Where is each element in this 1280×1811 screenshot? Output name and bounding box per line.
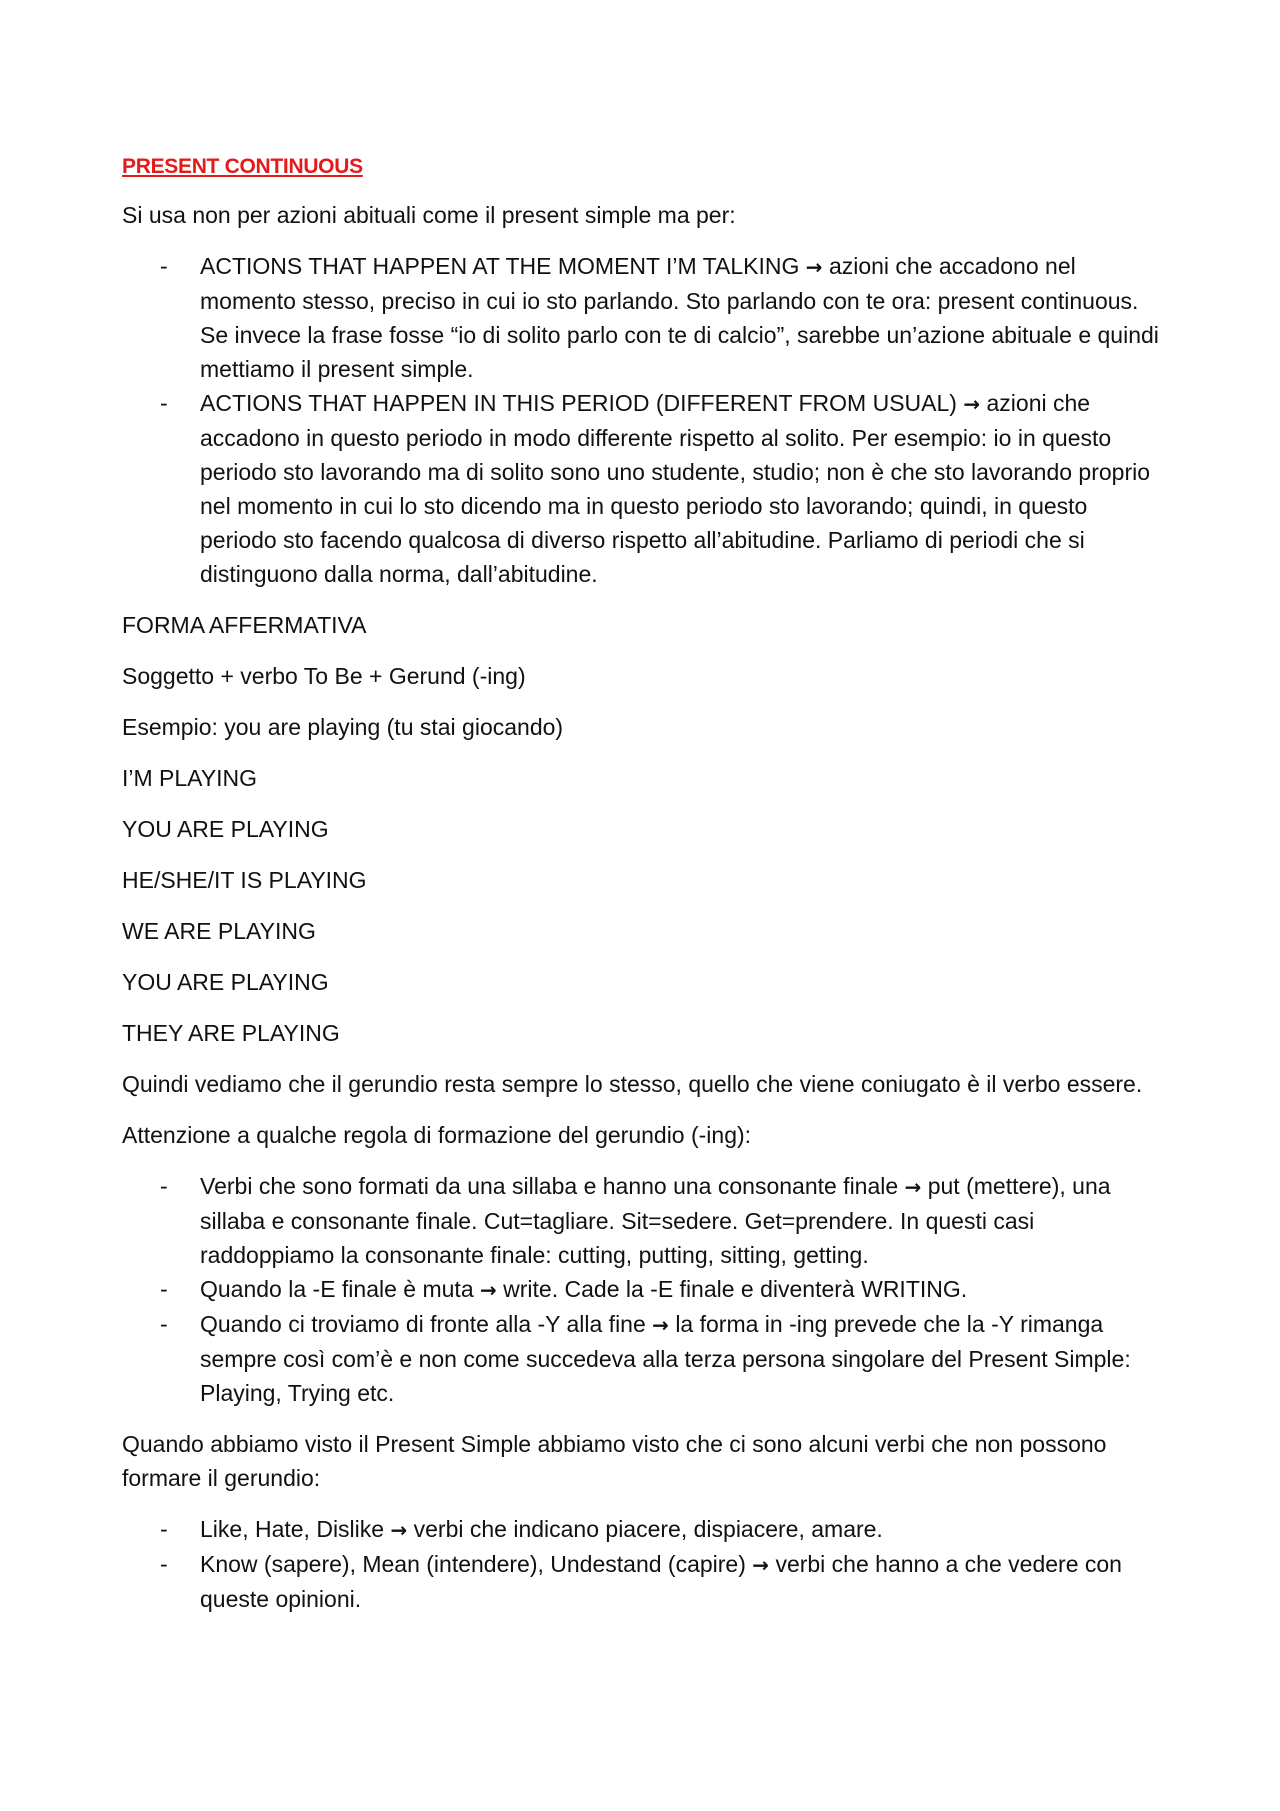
stative-item <box>122 1512 1162 1547</box>
example-line: Esempio: you are playing (tu stai giocando) <box>122 714 564 740</box>
formula-line: Soggetto + verbo To Be + Gerund (-ing) <box>122 663 526 689</box>
stative-list <box>122 1512 1162 1616</box>
arrow-right-icon: → <box>904 1175 922 1199</box>
rule-item-head: Quando ci troviamo di fronte alla -Y alla fine <box>200 1311 646 1337</box>
uses-list <box>122 249 1162 591</box>
document-page <box>122 150 1162 1633</box>
stative-item-head: Like, Hate, Dislike <box>200 1516 385 1542</box>
arrow-right-icon: → <box>390 1518 408 1542</box>
list-dash: - <box>160 1551 168 1577</box>
arrow-right-icon: → <box>805 255 823 279</box>
gerund-note: Quindi vediamo che il gerundio resta sempre lo stesso, quello che viene coniugato è il verbo essere. <box>122 1071 1143 1097</box>
rule-item <box>122 1307 1162 1410</box>
stative-item-head: Know (sapere), Mean (intendere), Undestand (capire) <box>200 1551 746 1577</box>
conjugation-line: THEY ARE PLAYING <box>122 1020 340 1046</box>
use-item-period <box>122 386 1162 591</box>
intro-paragraph: Si usa non per azioni abituali come il present simple ma per: <box>122 202 736 228</box>
affirmative-heading: FORMA AFFERMATIVA <box>122 612 367 638</box>
list-dash: - <box>160 253 168 279</box>
stative-item-tail: verbi che hanno a che vedere con queste opinioni. <box>200 1551 1122 1612</box>
list-dash: - <box>160 1173 168 1199</box>
arrow-right-icon: → <box>963 392 981 416</box>
use-item-moment <box>122 249 1162 386</box>
list-dash: - <box>160 390 168 416</box>
conjugation-line: YOU ARE PLAYING <box>122 816 329 842</box>
conjugation-line: HE/SHE/IT IS PLAYING <box>122 867 367 893</box>
conjugation-line: YOU ARE PLAYING <box>122 969 329 995</box>
rule-item-tail: put (mettere), una sillaba e consonante finale. Cut=tagliare. Sit=sedere. Get=prendere. In questi casi raddoppiamo la consonante finale: cutting, putting, sitting, getting. <box>200 1173 1111 1268</box>
stative-item-tail: verbi che indicano piacere, dispiacere, amare. <box>413 1516 883 1542</box>
page-title: PRESENT CONTINUOUS <box>122 155 363 178</box>
use-item-head: ACTIONS THAT HAPPEN AT THE MOMENT I’M TALKING <box>200 253 800 279</box>
stative-item <box>122 1547 1162 1616</box>
rule-item <box>122 1169 1162 1272</box>
rule-item-tail: write. Cade la -E finale e diventerà WRITING. <box>503 1276 968 1302</box>
conjugation-line: I’M PLAYING <box>122 765 258 791</box>
stative-intro: Quando abbiamo visto il Present Simple abbiamo visto che ci sono alcuni verbi che non possono formare il gerundio: <box>122 1431 1107 1491</box>
rules-list <box>122 1169 1162 1410</box>
conjugation-line: WE ARE PLAYING <box>122 918 316 944</box>
list-dash: - <box>160 1276 168 1302</box>
use-item-tail: azioni che accadono in questo periodo in modo differente rispetto al solito. Per esempio: io in questo periodo sto lavorando ma di solito sono uno studente, studio; non è che sto lavorando proprio nel momento in cui lo sto dicendo ma in questo periodo sto lavorando; quindi, in questo periodo sto facendo qualcosa di diverso rispetto all’abitudine. Parliamo di periodi che si distinguono dalla norma, dall’abitudine. <box>200 390 1151 587</box>
rule-item-head: Verbi che sono formati da una sillaba e hanno una consonante finale <box>200 1173 899 1199</box>
arrow-right-icon: → <box>480 1278 497 1302</box>
list-dash: - <box>160 1311 168 1337</box>
list-dash: - <box>160 1516 168 1542</box>
rule-item-head: Quando la -E finale è muta <box>200 1276 474 1302</box>
rule-item-tail: la forma in -ing prevede che la -Y rimanga sempre così com’è e non come succedeva alla terza persona singolare del Present Simple: Playing, Trying etc. <box>200 1311 1131 1406</box>
rule-item <box>122 1272 1162 1307</box>
arrow-right-icon: → <box>652 1313 669 1337</box>
use-item-head: ACTIONS THAT HAPPEN IN THIS PERIOD (DIFFERENT FROM USUAL) <box>200 390 957 416</box>
rules-intro: Attenzione a qualche regola di formazione del gerundio (-ing): <box>122 1122 752 1148</box>
use-item-tail: azioni che accadono nel momento stesso, preciso in cui io sto parlando. Sto parlando con te ora: present continuous. Se invece la frase fosse “io di solito parlo con te di calcio”, sarebbe un’azione abituale e quindi mettiamo il present simple. <box>200 253 1159 382</box>
arrow-right-icon: → <box>752 1553 770 1577</box>
